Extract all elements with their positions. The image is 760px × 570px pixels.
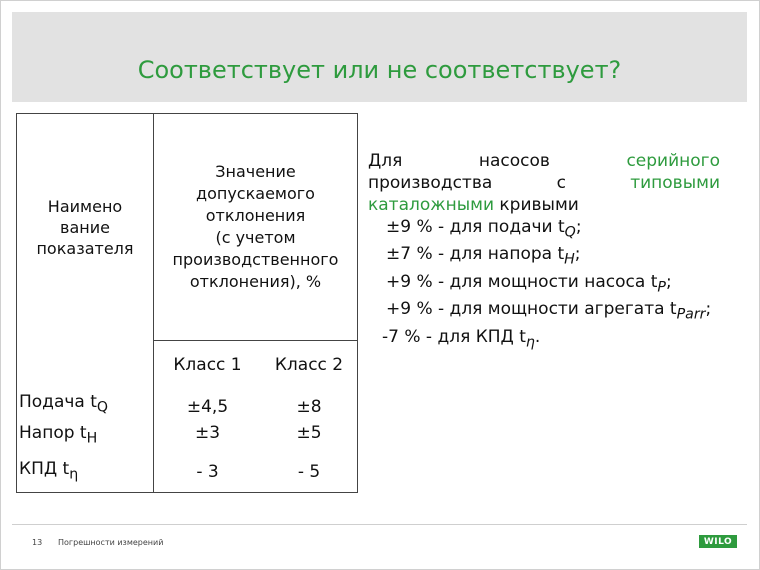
class2-flow-value: ±8 [296, 397, 322, 418]
header-value-line: допускаемого [196, 184, 315, 203]
row-label-flow-head: Подача $t_Q$ Напор $t_H$ [17, 389, 154, 452]
header-name-line: Наимено [47, 196, 123, 216]
header-name-line: показателя [36, 238, 134, 258]
header-value-cell [154, 114, 358, 341]
class2-efficiency-value: - 5 [261, 452, 358, 493]
slide-title: Соответствует или не соответствует? [137, 56, 622, 84]
class1-efficiency-value: - 3 [154, 452, 262, 493]
table-header-row [17, 114, 358, 341]
class1-header: Класс 1 [173, 355, 242, 375]
wilo-logo [699, 535, 737, 548]
notes-item: +9 % - для мощности насоса $t_P$; [386, 271, 672, 296]
logo-text: WILO [703, 536, 733, 547]
class-row-empty-cell [17, 341, 154, 390]
notes-item: -7 % - для КПД $t_\eta$. [382, 326, 541, 350]
class1-values [154, 389, 262, 452]
page-number: 13 [32, 538, 43, 547]
table-row [17, 452, 358, 493]
footer-divider [12, 524, 747, 525]
notes-item: ±7 % - для напора $t_H$; [386, 244, 581, 268]
notes-line: каталожными кривыми [368, 195, 579, 215]
header-name-line: вание [60, 217, 110, 237]
title-band [12, 12, 747, 102]
table-row [17, 389, 358, 452]
class1-flow-value: ±4,5 [186, 397, 229, 418]
notes-item: +9 % - для мощности агрегата $t_{Parr}$; [386, 299, 712, 323]
class-row [17, 341, 358, 390]
header-name-cell [17, 114, 154, 341]
notes-line: производства с типовыми [368, 173, 720, 193]
notes-line: Для насосов серийного [368, 151, 720, 171]
header-value-line: отклонения), % [189, 272, 322, 291]
tolerance-notes [368, 150, 720, 353]
header-value-line: (с учетом [215, 228, 296, 247]
class2-head-value: ±5 [296, 423, 322, 444]
header-value-line: отклонения [205, 206, 306, 225]
footer-text: Погрешности измерений [58, 538, 164, 547]
row-label-efficiency: КПД $t_\eta$ [17, 452, 154, 493]
tolerance-table [16, 113, 358, 493]
notes-item: ±9 % - для подачи $t_Q$; [386, 217, 582, 241]
class1-head-value: ±3 [194, 423, 221, 444]
class2-values [261, 389, 358, 452]
class2-header: Класс 2 [261, 341, 358, 390]
header-value-line: Значение [215, 162, 296, 181]
header-value-line: производственного [172, 250, 339, 269]
